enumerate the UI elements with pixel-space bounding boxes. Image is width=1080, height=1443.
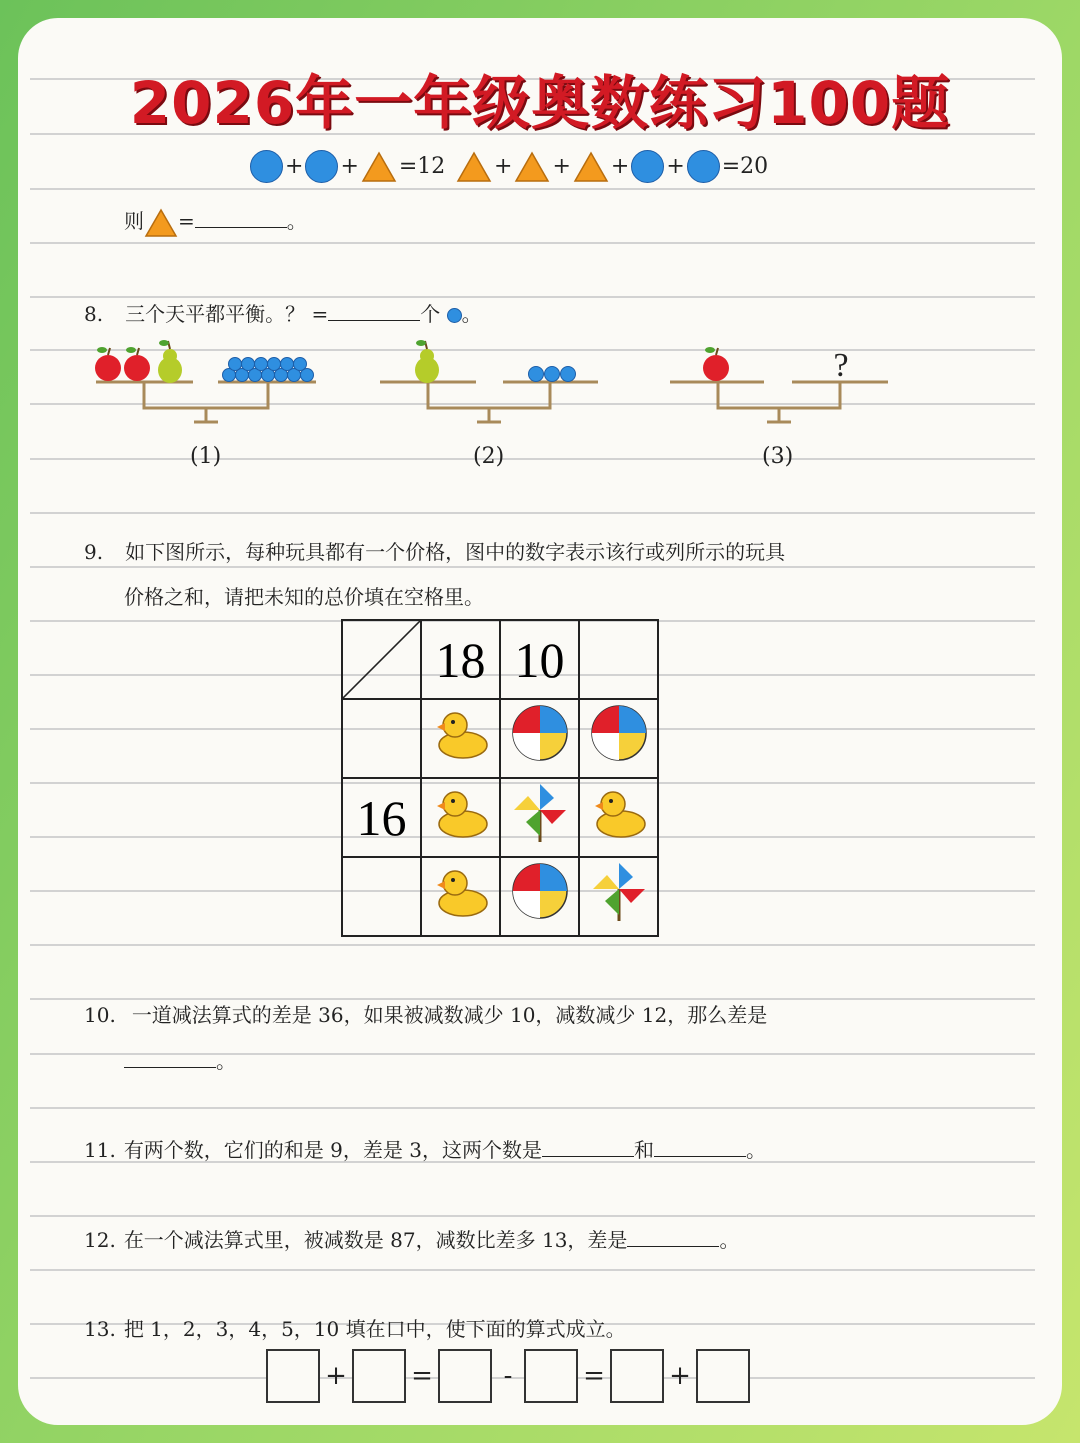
answer-box[interactable]	[610, 1349, 664, 1403]
duck-icon	[421, 857, 500, 936]
ruled-line	[30, 188, 1035, 190]
circle-icon	[447, 308, 462, 323]
equation-2-result: =20	[721, 154, 769, 179]
duck-icon	[421, 778, 500, 857]
q13-text: 13. 把 1，2，3，4，5，10 填在口中，使下面的算式成立。	[84, 1317, 626, 1341]
ruled-line	[30, 242, 1035, 244]
scale-label-3: (3)	[762, 444, 794, 469]
question-mark: ?	[833, 347, 849, 384]
q7-ask: 则 = 。	[124, 205, 307, 238]
ruled-line	[30, 566, 1035, 568]
ruled-line	[30, 512, 1035, 514]
row-sum-blank[interactable]	[342, 857, 421, 936]
circle-icon	[305, 150, 338, 183]
answer-box[interactable]	[524, 1349, 578, 1403]
col-sum-blank[interactable]	[579, 620, 658, 699]
col-sum: 18	[421, 620, 500, 699]
q10-text: 10. 一道减法算式的差是 36，如果被减数减少 10，减数减少 12，那么差是	[84, 1003, 768, 1027]
triangle-icon	[573, 151, 609, 183]
q12-text: 12. 在一个减法算式里，被减数是 87，减数比差多 13，差是 。	[84, 1228, 740, 1252]
answer-blank[interactable]	[124, 1047, 216, 1068]
q11-text: 11. 有两个数，它们的和是 9，差是 3，这两个数是 和 。	[84, 1138, 766, 1162]
ruled-line	[30, 458, 1035, 460]
triangle-icon	[144, 208, 178, 238]
scale-label-2: (2)	[473, 444, 505, 469]
q10-answer: 。	[124, 1045, 236, 1074]
answer-blank[interactable]	[654, 1156, 746, 1157]
answer-blank[interactable]	[328, 320, 420, 321]
pinwheel-icon	[500, 778, 579, 857]
scale-label-1: (1)	[190, 444, 222, 469]
triangle-icon	[456, 151, 492, 183]
circle-icon	[250, 150, 283, 183]
q9-line2: 价格之和，请把未知的总价填在空格里。	[124, 585, 484, 609]
worksheet-paper	[18, 18, 1062, 1425]
q13-equation: + = - = +	[266, 1349, 750, 1403]
ruled-line	[30, 1269, 1035, 1271]
pear-icon	[158, 340, 182, 383]
ball-icon	[500, 699, 579, 778]
answer-blank[interactable]	[195, 227, 287, 228]
answer-box[interactable]	[352, 1349, 406, 1403]
row-sum-blank[interactable]	[342, 699, 421, 778]
equation-1: + + =12	[250, 150, 447, 183]
q8-text: 8. 三个天平都平衡。？ = 个 。	[84, 302, 482, 326]
q9-line1: 9. 如下图所示，每种玩具都有一个价格，图中的数字表示该行或列所示的玩具	[84, 540, 786, 564]
answer-box[interactable]	[696, 1349, 750, 1403]
toy-price-grid	[341, 619, 659, 937]
row-sum: 16	[342, 778, 421, 857]
page-title: 2026年一年级奥数练习100题	[129, 69, 951, 137]
apple-icon	[124, 347, 150, 381]
answer-blank[interactable]	[542, 1156, 634, 1157]
duck-icon	[421, 699, 500, 778]
corner-cell	[342, 620, 421, 699]
answer-box[interactable]	[438, 1349, 492, 1403]
answer-box[interactable]	[266, 1349, 320, 1403]
ruled-line	[30, 944, 1035, 946]
apple-icon	[95, 347, 121, 381]
apple-icon	[703, 347, 729, 381]
pinwheel-icon	[579, 857, 658, 936]
ruled-line	[30, 1107, 1035, 1109]
triangle-icon	[361, 151, 397, 183]
answer-blank[interactable]	[627, 1246, 719, 1247]
pear-icon	[415, 340, 439, 383]
ruled-line	[30, 1215, 1035, 1217]
col-sum: 10	[500, 620, 579, 699]
duck-icon	[579, 778, 658, 857]
ball-icon	[500, 857, 579, 936]
balance-scales	[18, 338, 1062, 448]
circle-icon	[631, 150, 664, 183]
equation-2: + + + + =20	[456, 150, 770, 183]
equation-1-result: =12	[398, 154, 446, 179]
circle-icon	[687, 150, 720, 183]
ball-icon	[579, 699, 658, 778]
triangle-icon	[514, 151, 550, 183]
